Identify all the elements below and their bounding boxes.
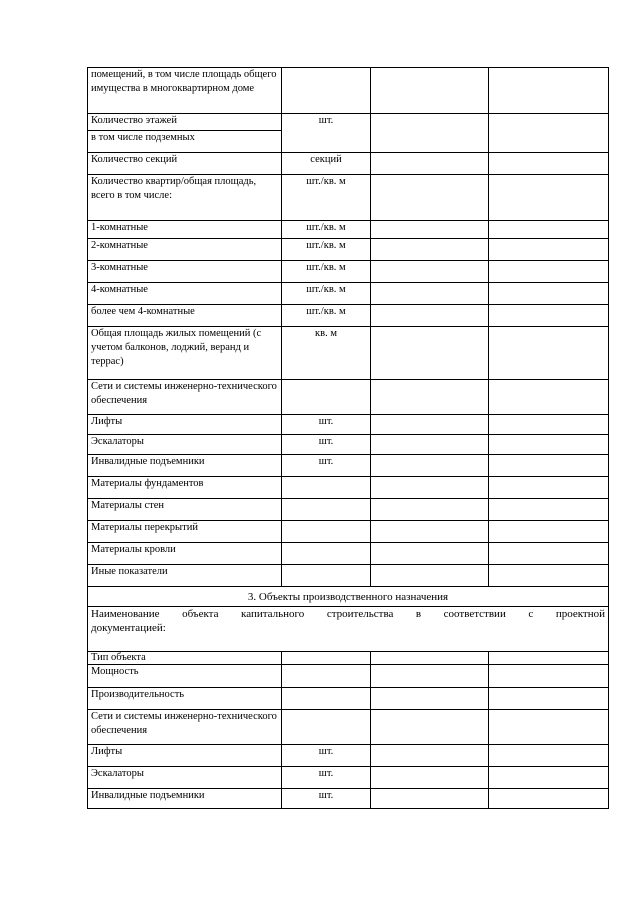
table-row	[88, 665, 609, 688]
row-name-cell: Инвалидные подъемники	[88, 789, 282, 809]
object-name-label-line2: документацией:	[91, 622, 166, 634]
unit-cell	[282, 68, 371, 114]
actual-value-cell	[489, 153, 609, 175]
row-name-cell: более чем 4-комнатные	[88, 305, 282, 327]
row-name-cell: 4-комнатные	[88, 283, 282, 305]
row-name-cell: Материалы фундаментов	[88, 477, 282, 499]
project-value-cell	[371, 175, 489, 221]
actual-value-cell	[489, 710, 609, 745]
row-name-cell: Инвалидные подъемники	[88, 455, 282, 477]
row-name-cell: Эскалаторы	[88, 767, 282, 789]
actual-value-cell	[489, 380, 609, 415]
table-row	[88, 283, 609, 305]
unit-cell: шт.	[282, 789, 371, 809]
project-value-cell	[371, 221, 489, 239]
table-row	[88, 221, 609, 239]
project-value-cell	[371, 789, 489, 809]
row-name-cell: Лифты	[88, 745, 282, 767]
table-row	[88, 688, 609, 710]
project-value-cell	[371, 665, 489, 688]
row-name-cell: Производительность	[88, 688, 282, 710]
actual-value-cell	[489, 652, 609, 665]
unit-cell	[282, 665, 371, 688]
unit-cell	[282, 688, 371, 710]
table-row	[88, 327, 609, 380]
actual-value-cell	[489, 68, 609, 114]
table-row	[88, 261, 609, 283]
actual-value-cell	[489, 789, 609, 809]
unit-cell: секций	[282, 153, 371, 175]
project-value-cell	[371, 710, 489, 745]
row-name-cell: Мощность	[88, 665, 282, 688]
unit-cell: шт./кв. м	[282, 239, 371, 261]
unit-cell: шт.	[282, 745, 371, 767]
row-name-cell: Сети и системы инженерно-технического обеспечения	[88, 380, 282, 415]
row-name-cell: Сети и системы инженерно-технического обеспечения	[88, 710, 282, 745]
row-name-cell: Эскалаторы	[88, 435, 282, 455]
project-value-cell	[371, 565, 489, 587]
actual-value-cell	[489, 543, 609, 565]
table-row	[88, 565, 609, 587]
table-row	[88, 521, 609, 543]
project-value-cell	[371, 114, 489, 153]
row-name-cell: Количество секций	[88, 153, 282, 175]
actual-value-cell	[489, 477, 609, 499]
project-value-cell	[371, 652, 489, 665]
row-name-cell: 3-комнатные	[88, 261, 282, 283]
project-value-cell	[371, 499, 489, 521]
unit-cell: шт./кв. м	[282, 305, 371, 327]
table-row	[88, 114, 609, 131]
project-value-cell	[371, 435, 489, 455]
unit-cell	[282, 543, 371, 565]
actual-value-cell	[489, 745, 609, 767]
row-name-cell: Общая площадь жилых помещений (с учетом балконов, лоджий, веранд и террас)	[88, 327, 282, 380]
row-name-cell: Количество этажей	[88, 114, 282, 131]
unit-cell: шт.	[282, 435, 371, 455]
row-name-cell: 1-комнатные	[88, 221, 282, 239]
table-row	[88, 435, 609, 455]
project-value-cell	[371, 239, 489, 261]
project-value-cell	[371, 153, 489, 175]
unit-cell	[282, 652, 371, 665]
unit-cell: шт.	[282, 114, 371, 153]
actual-value-cell	[489, 261, 609, 283]
row-name-cell: Материалы перекрытий	[88, 521, 282, 543]
section-title: 3. Объекты производственного назначения	[88, 587, 609, 607]
table-row	[88, 745, 609, 767]
project-value-cell	[371, 477, 489, 499]
actual-value-cell	[489, 175, 609, 221]
project-value-cell	[371, 415, 489, 435]
unit-cell	[282, 477, 371, 499]
table-row	[88, 415, 609, 435]
row-name-cell: 2-комнатные	[88, 239, 282, 261]
project-value-cell	[371, 745, 489, 767]
row-name-cell: в том числе подземных	[88, 131, 282, 153]
unit-cell	[282, 499, 371, 521]
unit-cell	[282, 565, 371, 587]
row-name-cell: Иные показатели	[88, 565, 282, 587]
object-name-cell	[88, 607, 609, 652]
row-name-cell: Количество квартир/общая площадь, всего в том числе:	[88, 175, 282, 221]
actual-value-cell	[489, 415, 609, 435]
actual-value-cell	[489, 114, 609, 153]
table-row	[88, 153, 609, 175]
table-row	[88, 305, 609, 327]
row-name-cell: Материалы кровли	[88, 543, 282, 565]
object-name-label-line1: Наименование объекта капитального строительства в соответствии с проектной	[91, 608, 605, 620]
project-value-cell	[371, 455, 489, 477]
object-name-row	[88, 607, 609, 652]
table-row	[88, 767, 609, 789]
project-value-cell	[371, 327, 489, 380]
project-value-cell	[371, 305, 489, 327]
table-row	[88, 239, 609, 261]
table-row	[88, 499, 609, 521]
project-value-cell	[371, 68, 489, 114]
actual-value-cell	[489, 688, 609, 710]
actual-value-cell	[489, 499, 609, 521]
project-value-cell	[371, 521, 489, 543]
row-name-cell: Материалы стен	[88, 499, 282, 521]
project-value-cell	[371, 380, 489, 415]
table-row	[88, 455, 609, 477]
row-name-cell: помещений, в том числе площадь общего имущества в многоквартирном доме	[88, 68, 282, 114]
actual-value-cell	[489, 435, 609, 455]
table-row	[88, 68, 609, 114]
row-name-cell: Тип объекта	[88, 652, 282, 665]
table-row	[88, 710, 609, 745]
unit-cell: кв. м	[282, 327, 371, 380]
actual-value-cell	[489, 521, 609, 543]
actual-value-cell	[489, 305, 609, 327]
unit-cell	[282, 521, 371, 543]
actual-value-cell	[489, 455, 609, 477]
unit-cell: шт.	[282, 767, 371, 789]
unit-cell	[282, 710, 371, 745]
unit-cell: шт.	[282, 455, 371, 477]
actual-value-cell	[489, 767, 609, 789]
actual-value-cell	[489, 283, 609, 305]
table-row	[88, 543, 609, 565]
project-value-cell	[371, 283, 489, 305]
project-value-cell	[371, 688, 489, 710]
actual-value-cell	[489, 327, 609, 380]
project-value-cell	[371, 767, 489, 789]
table-row	[88, 380, 609, 415]
project-value-cell	[371, 543, 489, 565]
unit-cell: шт./кв. м	[282, 261, 371, 283]
unit-cell: шт./кв. м	[282, 175, 371, 221]
actual-value-cell	[489, 239, 609, 261]
section-title-row	[88, 587, 609, 607]
project-value-cell	[371, 261, 489, 283]
unit-cell	[282, 380, 371, 415]
table-row	[88, 789, 609, 809]
actual-value-cell	[489, 221, 609, 239]
table-row	[88, 652, 609, 665]
construction-parameters-table	[87, 67, 609, 809]
table-row	[88, 477, 609, 499]
table-row	[88, 175, 609, 221]
unit-cell: шт./кв. м	[282, 283, 371, 305]
actual-value-cell	[489, 665, 609, 688]
actual-value-cell	[489, 565, 609, 587]
unit-cell: шт./кв. м	[282, 221, 371, 239]
unit-cell: шт.	[282, 415, 371, 435]
row-name-cell: Лифты	[88, 415, 282, 435]
